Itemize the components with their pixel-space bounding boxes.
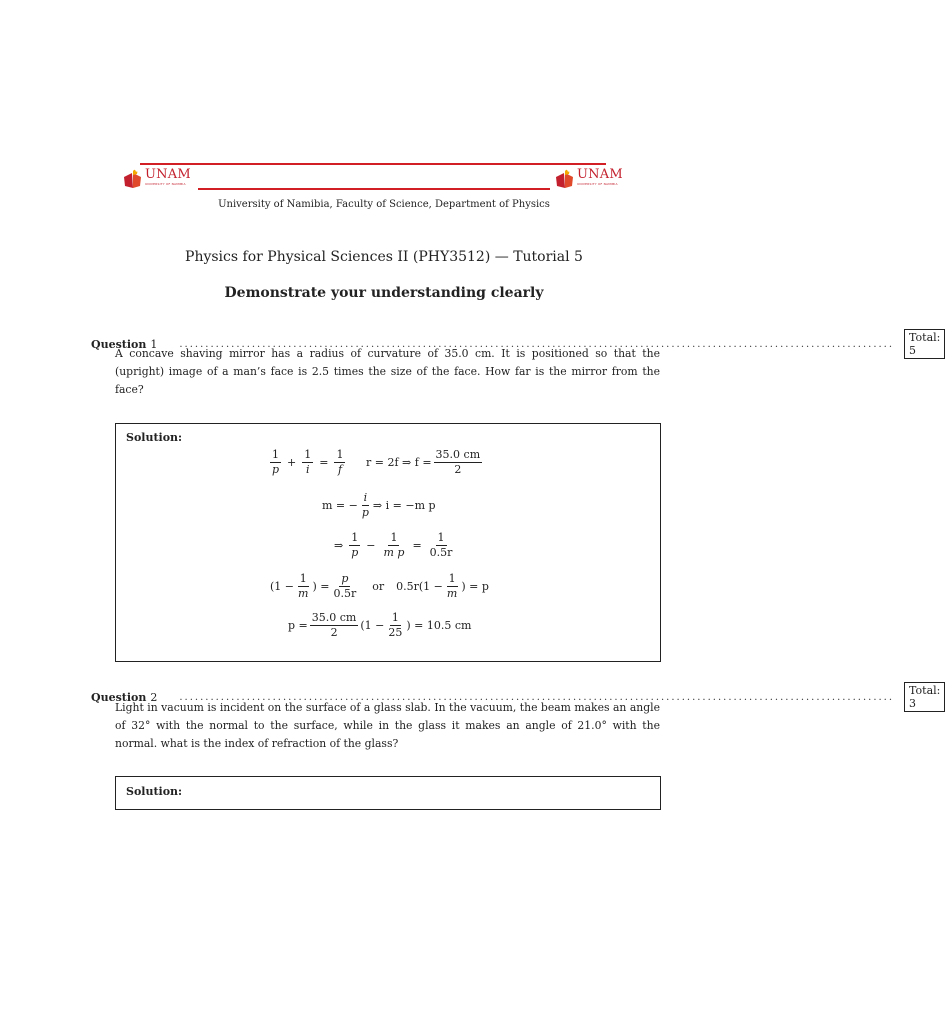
equation-rearranged: (1 − $\frac{1}{m}$ ) = $\frac{p}{0.5r}$ or 0.5r(1 − $\frac{1}{m}$ ) = p [270,572,489,600]
total-badge: Total: 5 [904,329,945,359]
question-number: 2 [150,690,158,704]
fraction: $\frac{1}{p}$ [272,448,280,476]
question-1-text: A concave shaving mirror has a radius of curvature of 35.0 cm. It is positioned so that the (upright) image of a man’s face is 2.5 times the size of the face. How far is the mirror from the face? [115,347,660,396]
solution-1-label: Solution: [126,431,183,444]
fraction: $\frac{i}{p}$ [361,491,369,519]
fraction: $\frac{1}{p}$ [351,531,359,559]
question-label: Question [91,337,147,351]
unam-logo-right [554,168,623,190]
leader-dots: .......................................................................................................................................... [179,691,895,703]
logo-tagline: UNIVERSITY OF NAMIBIA [577,182,618,186]
fraction: $\frac{1}{f}$ [336,448,344,476]
affiliation: University of Namibia, Faculty of Science, Department of Physics [218,199,550,210]
page-heading: Demonstrate your understanding clearly [224,285,544,301]
equation-magnification: m = − $\frac{i}{p}$ ⇒ i = −m p [322,491,436,519]
book-flame-icon [122,168,144,190]
logo-tagline: UNIVERSITY OF NAMIBIA [145,182,186,186]
logo-brand: UNAM [145,167,191,182]
fraction: $\frac{35.0 cm}{2}$ [311,611,357,639]
solution-2-label: Solution: [126,785,183,798]
fraction: $\frac{1}{0.5r}$ [429,531,453,559]
fraction: $\frac{35.0 cm}{2}$ [435,448,481,476]
book-flame-icon [554,168,576,190]
total-badge: Total: 3 [904,682,945,712]
equation-result: p = $\frac{35.0 cm}{2}$ (1 − $\frac{1}{25}$ ) = 10.5 cm [288,611,472,639]
unam-logo-left [122,168,191,190]
leader-dots: .......................................................................................................................................... [179,338,895,350]
header-rule-bottom [198,188,550,190]
fraction: $\frac{1}{m}$ [298,572,309,600]
fraction: $\frac{1}{\text{m p}}$ [383,531,405,559]
fraction: $\frac{p}{0.5r}$ [333,572,357,600]
question-label: Question [91,690,147,704]
equation-focal-length: r = 2f ⇒ f = $\frac{35.0 cm}{2}$ [366,448,481,476]
fraction: $\frac{1}{i}$ [304,448,312,476]
fraction: $\frac{1}{25}$ [388,611,403,639]
solution-2-box [115,776,661,810]
fraction: $\frac{1}{m}$ [446,572,458,600]
question-number: 1 [150,337,158,351]
logo-brand: UNAM [577,167,623,182]
equation-mirror: $\frac{1}{p}$ + $\frac{1}{i}$ = $\frac{1}{f}$ [272,448,344,476]
header-rule-top [140,163,606,165]
question-2-text: Light in vacuum is incident on the surface of a glass slab. In the vacuum, the beam makes an angle of 32° with the normal to the surface, while in the glass it makes an angle of 21.0° with the normal. what is the index of refraction of the glass? [115,701,660,750]
equation-substitution: ⇒ $\frac{1}{p}$ − $\frac{1}{\text{m p}}$ = $\frac{1}{0.5r}$ [334,531,453,559]
course-title: Physics for Physical Sciences II (PHY3512) — Tutorial 5 [185,249,583,265]
